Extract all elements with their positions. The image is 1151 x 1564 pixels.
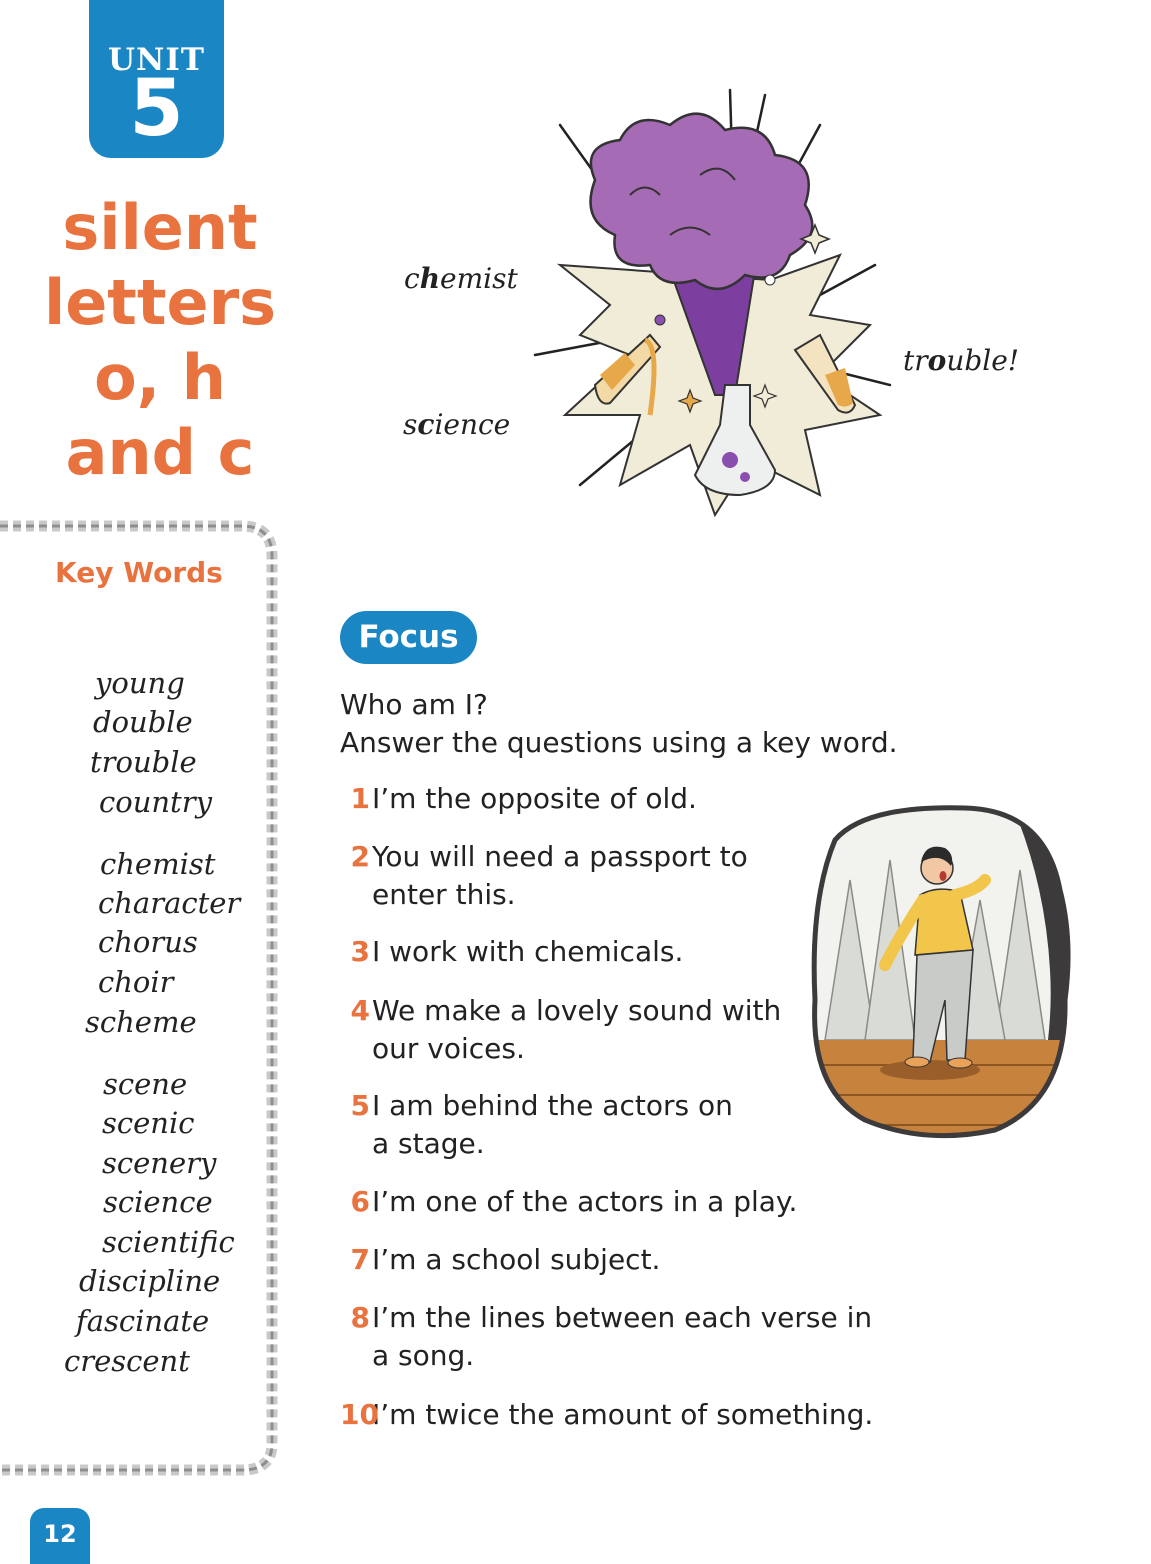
key-word: choir: [98, 965, 174, 999]
title-line: letters: [43, 266, 277, 339]
question-text: You will need a passport to: [372, 840, 748, 873]
question-item: [340, 933, 683, 971]
key-word: chemist: [100, 847, 216, 881]
key-word: discipline: [79, 1264, 221, 1298]
label-science-silent-letter: c: [417, 408, 435, 441]
question-item: [340, 780, 697, 818]
label-trouble-start: tr: [903, 344, 928, 377]
question-text: enter this.: [372, 878, 516, 911]
label-science: [403, 408, 510, 441]
page-number: 12: [30, 1508, 90, 1564]
key-word: fascinate: [76, 1304, 210, 1338]
question-item: [340, 1241, 660, 1279]
unit-label: UNIT: [108, 42, 205, 78]
question-item: [340, 838, 748, 914]
key-word: scientific: [102, 1225, 235, 1259]
question-text: I’m one of the actors in a play.: [372, 1185, 798, 1218]
key-word: young: [95, 666, 185, 700]
label-chemist-silent-letter: h: [419, 262, 441, 295]
question-number: 7: [350, 1243, 370, 1276]
question-text: I’m the lines between each verse in: [372, 1301, 873, 1334]
label-chemist: [404, 262, 518, 295]
question-number: 10: [340, 1398, 379, 1431]
key-word: scenic: [102, 1106, 195, 1140]
key-word: trouble: [90, 745, 197, 779]
key-word: crescent: [64, 1344, 190, 1378]
question-text: I’m twice the amount of something.: [372, 1398, 874, 1431]
question-text: a song.: [372, 1339, 475, 1372]
question-number: 1: [350, 782, 370, 815]
focus-intro-line: Answer the questions using a key word.: [340, 726, 898, 759]
question-number: 3: [350, 935, 370, 968]
label-trouble-silent-letter: o: [927, 344, 947, 377]
question-number: 8: [350, 1301, 370, 1334]
question-item: [340, 1299, 872, 1375]
question-item: [340, 992, 781, 1068]
question-number: 2: [350, 840, 370, 873]
singer-illustration: [805, 800, 1080, 1145]
question-text: We make a lovely sound with: [372, 994, 782, 1027]
question-item: [340, 1087, 733, 1163]
title-line: and c: [65, 416, 255, 489]
question-text: I am behind the actors on: [372, 1089, 733, 1122]
key-word: country: [99, 785, 212, 819]
key-word: chorus: [98, 925, 198, 959]
key-words-title: Key Words: [55, 556, 223, 589]
unit-title: [40, 190, 280, 490]
title-line: o, h: [94, 341, 226, 414]
title-line: silent: [62, 191, 258, 264]
question-number: 5: [350, 1089, 370, 1122]
key-word: scheme: [85, 1005, 197, 1039]
question-text: I work with chemicals.: [372, 935, 684, 968]
label-science-start: s: [403, 408, 418, 441]
unit-tab: [89, 0, 224, 158]
question-text: our voices.: [372, 1032, 525, 1065]
question-text: I’m a school subject.: [372, 1243, 661, 1276]
key-word: scene: [103, 1067, 188, 1101]
question-number: 4: [350, 994, 370, 1027]
unit-number: 5: [129, 64, 184, 154]
question-number: 6: [350, 1185, 370, 1218]
question-item: [340, 1183, 797, 1221]
label-chemist-start: c: [404, 262, 420, 295]
question-item: [340, 1396, 873, 1434]
key-word: scenery: [102, 1146, 217, 1180]
label-science-end: ience: [434, 408, 511, 441]
question-text: I’m the opposite of old.: [372, 782, 697, 815]
key-word: double: [93, 705, 193, 739]
label-trouble: [903, 344, 1019, 377]
label-chemist-end: emist: [440, 262, 518, 295]
question-text: a stage.: [372, 1127, 485, 1160]
key-word: character: [98, 886, 241, 920]
key-word: science: [103, 1185, 213, 1219]
focus-label: Focus: [340, 611, 477, 664]
explosion-illustration: [520, 85, 910, 525]
label-trouble-end: uble!: [946, 344, 1020, 377]
focus-intro-line: Who am I?: [340, 688, 488, 721]
